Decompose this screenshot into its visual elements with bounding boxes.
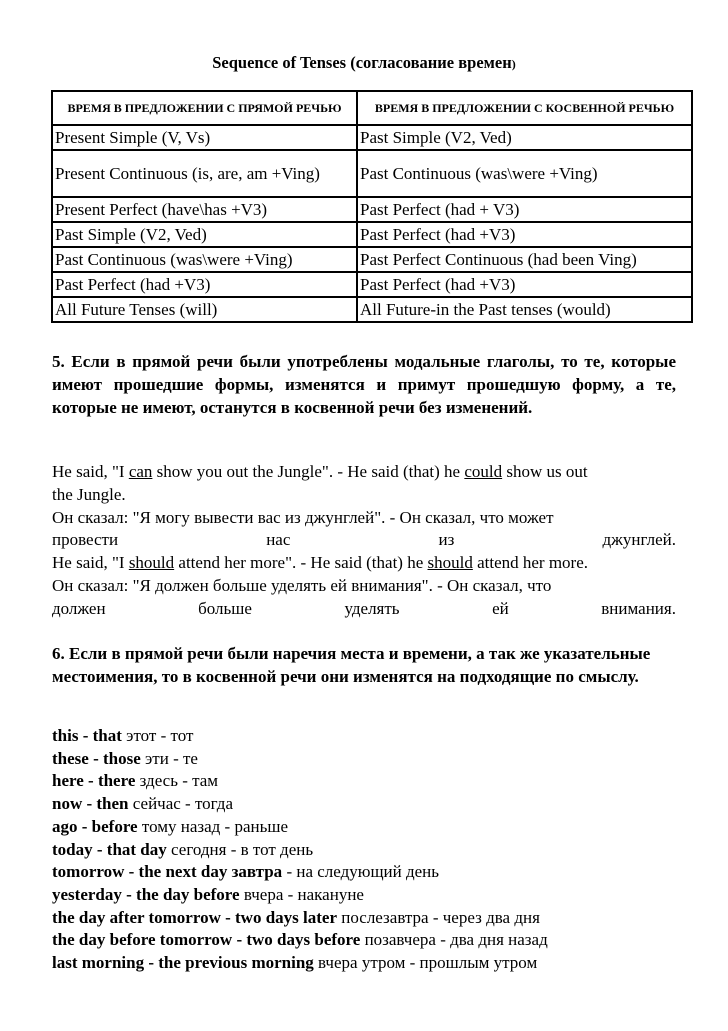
table-row bbox=[52, 247, 692, 272]
pair-russian: здесь - там bbox=[135, 771, 219, 791]
pair-english: last morning - the previous morning bbox=[52, 953, 314, 973]
list-item bbox=[52, 748, 692, 771]
text-span: должен bbox=[52, 598, 106, 618]
list-item bbox=[52, 839, 692, 862]
text-span: show us out bbox=[502, 462, 588, 481]
column-header-direct: ВРЕМЯ В ПРЕДЛОЖЕНИИ С ПРЯМОЙ РЕЧЬЮ bbox=[52, 91, 357, 125]
list-item bbox=[52, 952, 692, 975]
word-pairs-list bbox=[52, 725, 692, 975]
table-row bbox=[52, 197, 692, 222]
example-russian-2-cont bbox=[52, 598, 676, 621]
page-title bbox=[0, 53, 728, 73]
text-span: больше bbox=[198, 598, 252, 618]
text-span: attend her more. bbox=[472, 553, 589, 573]
example-russian-2: Он сказал: "Я должен больше уделять ей внимания". - Он сказал, что bbox=[52, 575, 552, 595]
text-span: He said, "I bbox=[52, 462, 129, 481]
text-span: джунглей. bbox=[602, 530, 676, 550]
text-span: He said, "I bbox=[52, 553, 129, 573]
table-cell: All Future-in the Past tenses (would) bbox=[357, 297, 692, 322]
list-item bbox=[52, 861, 692, 884]
table-cell: Past Perfect (had +V3) bbox=[357, 272, 692, 297]
table-row bbox=[52, 222, 692, 247]
title-text: Sequence of Tenses (согласование времен bbox=[212, 53, 512, 72]
text-span: show you out the Jungle". - He said (that) he bbox=[152, 462, 465, 481]
table-cell: Past Perfect (had +V3) bbox=[357, 222, 692, 247]
examples-block bbox=[52, 461, 676, 621]
rule-6-paragraph: 6. Если в прямой речи были наречия места и времени, а так же указательные местоимения, то в косвенной речи они изменятся на подходящие по смыслу. bbox=[52, 644, 651, 686]
text-span: attend her more". - He said (that) he bbox=[174, 553, 428, 573]
list-item bbox=[52, 884, 692, 907]
example-russian-1-cont bbox=[52, 529, 676, 552]
list-item bbox=[52, 929, 692, 952]
table-cell: Present Simple (V, Vs) bbox=[52, 125, 357, 150]
pair-english: the day after tomorrow - two days later bbox=[52, 907, 337, 927]
pair-english: the day before tomorrow - two days before bbox=[52, 930, 361, 950]
text-span: из bbox=[438, 530, 455, 550]
title-tail: ) bbox=[511, 57, 516, 71]
pair-russian: позавчера - два дня назад bbox=[360, 930, 548, 950]
text-span: уделять bbox=[344, 598, 400, 618]
pair-english: this - that bbox=[52, 726, 122, 745]
tenses-table bbox=[51, 90, 693, 323]
list-item bbox=[52, 816, 692, 839]
table-row bbox=[52, 272, 692, 297]
table-row bbox=[52, 297, 692, 322]
list-item bbox=[52, 725, 692, 748]
pair-english: ago - before bbox=[52, 816, 138, 836]
pair-english: today - that day bbox=[52, 839, 167, 859]
table-cell: Past Simple (V2, Ved) bbox=[357, 125, 692, 150]
table-header-row bbox=[52, 91, 692, 125]
list-item bbox=[52, 770, 692, 793]
pair-russian: послезавтра - через два дня bbox=[337, 907, 540, 927]
list-item bbox=[52, 793, 692, 816]
pair-russian: эти - те bbox=[140, 748, 198, 768]
pair-russian: сейчас - тогда bbox=[128, 794, 233, 814]
pair-russian: - на следующий день bbox=[282, 862, 440, 882]
table-cell: Past Continuous (was\were +Ving) bbox=[357, 150, 692, 197]
example-english-1 bbox=[52, 461, 676, 484]
example-english-2 bbox=[52, 552, 676, 575]
underlined-modal: should bbox=[128, 553, 175, 573]
table-cell: Present Continuous (is, are, am +Ving) bbox=[52, 150, 357, 197]
pair-russian: этот - тот bbox=[121, 726, 194, 745]
table-cell: Present Perfect (have\has +V3) bbox=[52, 197, 357, 222]
table-cell: Past Simple (V2, Ved) bbox=[52, 222, 357, 247]
text-span: провести bbox=[52, 530, 119, 550]
pair-russian: тому назад - раньше bbox=[137, 816, 288, 836]
underlined-modal: can bbox=[128, 462, 153, 481]
underlined-modal: could bbox=[464, 462, 503, 481]
column-header-indirect: ВРЕМЯ В ПРЕДЛОЖЕНИИ С КОСВЕННОЙ РЕЧЬЮ bbox=[357, 91, 692, 125]
rule-5-paragraph: 5. Если в прямой речи были употреблены модальные глаголы, то те, которые имеют прошедшие формы, изменятся и примут прошедшую форму, а те, которые не имеют, останутся в косвенной речи без изменений. bbox=[52, 352, 676, 417]
table-row bbox=[52, 125, 692, 150]
text-span: нас bbox=[266, 530, 291, 550]
pair-english: these - those bbox=[52, 748, 141, 768]
pair-russian: вчера - накануне bbox=[239, 884, 364, 904]
text-span: ей bbox=[492, 598, 509, 618]
table-cell: Past Continuous (was\were +Ving) bbox=[52, 247, 357, 272]
pair-russian: сегодня - в тот день bbox=[166, 839, 314, 859]
table-cell: Past Perfect (had +V3) bbox=[52, 272, 357, 297]
list-item bbox=[52, 907, 692, 930]
table-cell: Past Perfect (had + V3) bbox=[357, 197, 692, 222]
table-row bbox=[52, 150, 692, 197]
pair-english: tomorrow - the next day завтра bbox=[52, 862, 283, 882]
text-span: внимания. bbox=[601, 598, 676, 618]
example-russian-1: Он сказал: "Я могу вывести вас из джунглей". - Он сказал, что может bbox=[52, 507, 554, 527]
underlined-modal: should bbox=[427, 553, 473, 573]
pair-english: now - then bbox=[52, 794, 129, 814]
pair-russian: вчера утром - прошлым утром bbox=[313, 953, 538, 973]
table-cell: Past Perfect Continuous (had been Ving) bbox=[357, 247, 692, 272]
example-english-1-cont: the Jungle. bbox=[52, 484, 126, 504]
pair-english: yesterday - the day before bbox=[52, 884, 240, 904]
pair-english: here - there bbox=[52, 771, 136, 791]
table-cell: All Future Tenses (will) bbox=[52, 297, 357, 322]
